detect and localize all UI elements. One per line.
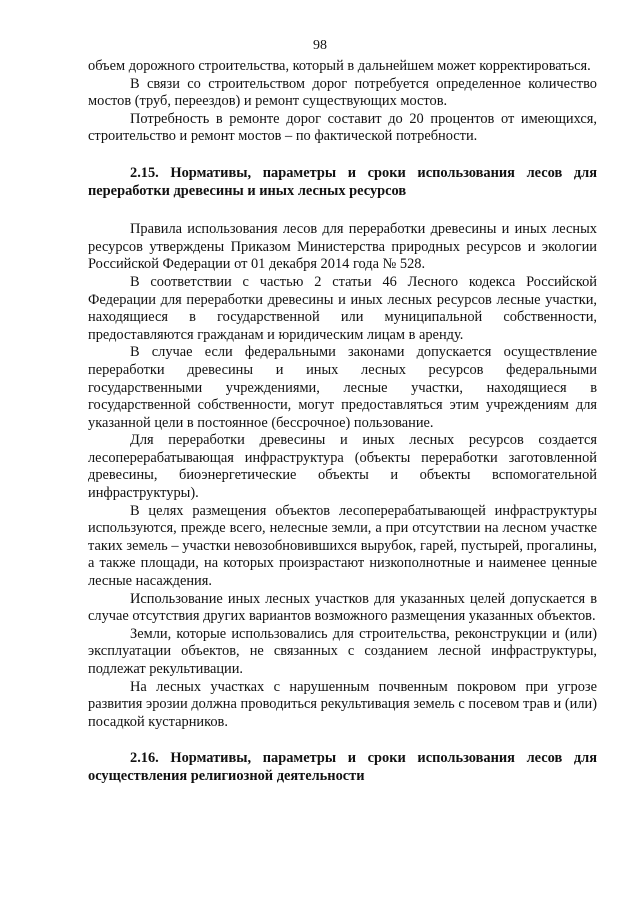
page-content <box>88 58 597 786</box>
paragraph: В соответствии с частью 2 статьи 46 Лесного кодекса Российской Федерации для переработки древесины и иных лесных ресурсов лесные участки, находящиеся в государственной или муниципальной собственности, предоставляются гражданам и юридическим лицам в аренду. <box>88 273 597 343</box>
paragraph: На лесных участках с нарушенным почвенным покровом при угрозе развития эрозии должна проводиться рекультивация земель с посевом трав и (или) посадкой кустарников. <box>88 678 597 730</box>
paragraph: Земли, которые использовались для строительства, реконструкции и (или) эксплуатации объектов, не связанных с созданием лесной инфраструктуры, подлежат рекультивации. <box>88 625 597 677</box>
paragraph: Правила использования лесов для переработки древесины и иных лесных ресурсов утверждены Приказом Министерства природных ресурсов и экологии Российской Федерации от 01 декабря 2014 года № 528. <box>88 221 597 273</box>
section-heading-2-16: 2.16. Нормативы, параметры и сроки использования лесов для осуществления религиозной деятельности <box>88 750 597 784</box>
paragraph: В случае если федеральными законами допускается осуществление переработки древесины и иных лесных ресурсов федеральными государственными учреждениями, лесные участки, находящиеся в государственной собственности, могут предоставляться этим учреждениям для указанной цели в постоянное (бессрочное) пользование. <box>88 344 597 431</box>
paragraph: В связи со строительством дорог потребуется определенное количество мостов (труб, переездов) и ремонт существующих мостов. <box>88 75 597 110</box>
paragraph: Использование иных лесных участков для указанных целей допускается в случае отсутствия других вариантов возможного размещения указанных объектов. <box>88 590 597 625</box>
paragraph: Для переработки древесины и иных лесных ресурсов создается лесоперерабатывающая инфраструктура (объекты переработки заготовленной древесины, биоэнергетические объекты и объекты вспомогательной инфраструктуры). <box>88 432 597 502</box>
paragraph: В целях размещения объектов лесоперерабатывающей инфраструктуры используются, прежде всего, нелесные земли, а при отсутствии на лесном участке таких земель – участки невозобновившихся вырубок, гарей, пустырей, прогалины, а также площади, на которых произрастают низкополнотные и наименее ценные лесные насаждения. <box>88 502 597 590</box>
paragraph: объем дорожного строительства, который в дальнейшем может корректироваться. <box>88 58 591 74</box>
paragraph: Потребность в ремонте дорог составит до 20 процентов от имеющихся, строительство и ремонт мостов – по фактической потребности. <box>88 110 597 145</box>
page-number: 98 <box>313 38 327 53</box>
section-heading-2-15: 2.15. Нормативы, параметры и сроки использования лесов для переработки древесины и иных лесных ресурсов <box>88 164 597 199</box>
